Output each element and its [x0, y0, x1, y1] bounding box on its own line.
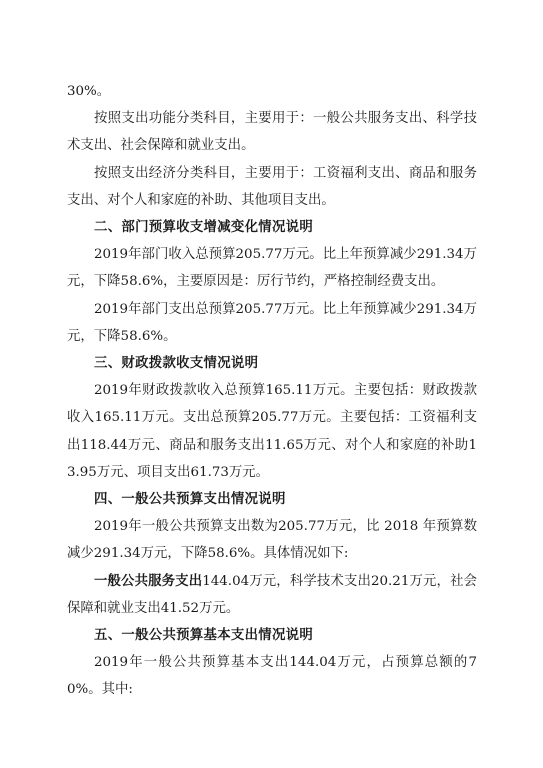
section-2-income-paragraph: 2019年部门收入总预算205.77万元。比上年预算减少291.34万元，下降58.6%，主要原因是：厉行节约，严格控制经费支出。: [67, 247, 477, 290]
economic-classification-paragraph: 按照支出经济分类科目，主要用于：工资福利支出、商品和服务支出、对个人和家庭的补助、其他项目支出。: [67, 165, 477, 208]
section-2-expense-paragraph: 2019年部门支出总预算205.77万元。比上年预算减少291.34万元，下降58.6%。: [67, 301, 477, 344]
section-4-heading: 四、一般公共预算支出情况说明: [94, 492, 286, 508]
section-3-heading: 三、财政拨款收支情况说明: [94, 356, 259, 372]
section-5-paragraph: 2019年一般公共预算基本支出144.04万元，占预算总额的70%。其中:: [67, 655, 477, 698]
section-4-detail-text: 144.04万元，科学技术支出20.21万元，社会保障和就业支出41.52万元。: [67, 573, 477, 616]
section-2-heading: 二、部门预算收支增减变化情况说明: [94, 220, 314, 236]
general-public-service-label: 一般公共服务支出: [94, 573, 203, 589]
functional-classification-paragraph: 按照支出功能分类科目，主要用于：一般公共服务支出、科学技术支出、社会保障和就业支出。: [67, 111, 477, 154]
section-4-paragraph: 2019年一般公共预算支出数为205.77万元，比 2018 年预算数减少291.34万元，下降58.6%。具体情况如下:: [67, 519, 477, 562]
continued-paragraph: 30%。: [67, 84, 111, 99]
section-4-detail-paragraph: [67, 568, 477, 622]
section-5-heading: 五、一般公共预算基本支出情况说明: [94, 628, 314, 644]
section-3-paragraph: 2019年财政拨款收入总预算165.11万元。主要包括：财政拨款收入165.11万元。支出总预算205.77万元。主要包括：工资福利支出118.44万元、商品和服务支出11.65万元、对个人和家庭的补助13.95万元、项目支出61.73万元。: [67, 383, 477, 480]
document-page: [67, 78, 477, 704]
